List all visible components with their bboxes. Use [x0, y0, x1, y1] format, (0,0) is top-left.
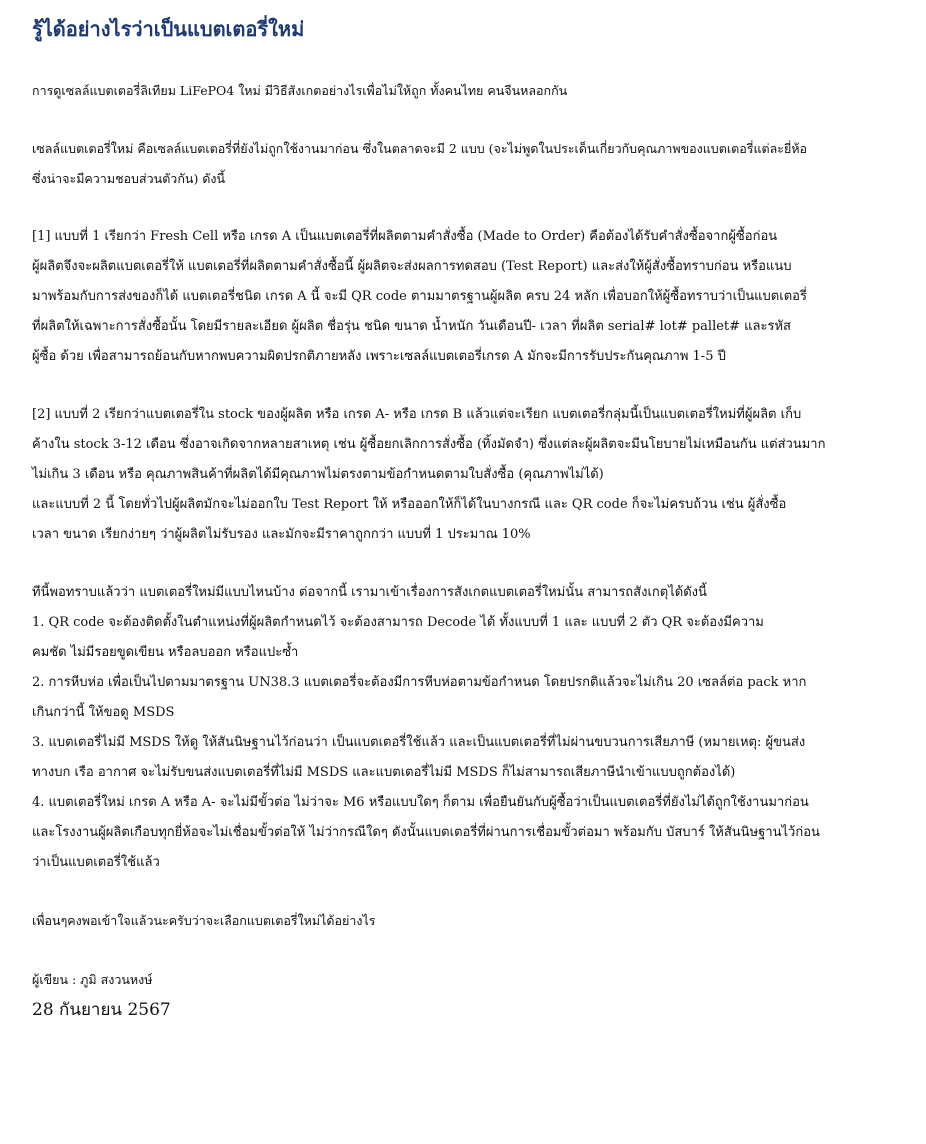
type2-line: และแบบที่ 2 นี้ โดยทั่วไปผู้ผลิตมักจะไม่ออกใบ Test Report ให้ หรือออกให้ก็ได้ในบางกรณี และ QR code ก็จะไม่ครบถ้วน เช่น ผู้สั่งซื้อ	[32, 497, 787, 512]
checks-line: 4. แบตเตอรี่ใหม่ เกรด A หรือ A- จะไม่มีขั้วต่อ ไม่ว่าจะ M6 หรือแบบใดๆ ก็ตาม เพื่อยืนยันกับผู้ซื้อว่าเป็นแบตเตอรี่ที่ยังไม่ได้ถูกใช้งานมาก่อน	[32, 795, 809, 810]
type2-line: [2] แบบที่ 2 เรียกว่าแบตเตอรี่ใน stock ของผู้ผลิต หรือ เกรด A- หรือ เกรด B แล้วแต่จะเรียก แบตเตอรี่กลุ่มนี้เป็นแบตเตอรี่ใหม่ที่ผู้ผลิต เก็บ	[32, 407, 802, 422]
checks-line: 1. QR code จะต้องติดตั้งในตำแหน่งที่ผู้ผลิตกำหนดไว้ จะต้องสามารถ Decode ได้ ทั้งแบบที่ 1 และ แบบที่ 2 ตัว QR จะต้องมีความ	[32, 615, 764, 630]
spacer	[32, 372, 898, 400]
checks-line: 3. แบตเตอรี่ไม่มี MSDS ให้ดู ให้สันนิษฐานไว้ก่อนว่า เป็นแบตเตอรี่ใช้แล้ว และเป็นแบตเตอรี่ที่ไม่ผ่านขบวนการเสียภาษี (หมายเหตุ: ผู้ขนส่ง	[32, 735, 806, 750]
definition-line: ซึ่งน่าจะมีความชอบส่วนตัวกัน) ดังนี้	[32, 171, 226, 186]
page-title: รู้ได้อย่างไรว่าเป็นแบตเตอรี่ใหม่	[32, 17, 305, 41]
type2-line: ค้างใน stock 3-12 เดือน ซึ่งอาจเกิดจากหลายสาเหตุ เช่น ผู้ซื้อยกเลิกการสั่งซื้อ (ทิ้งมัดจำ) ซึ่งแต่ละผู้ผลิตจะมีนโยบายไม่เหมือนกัน แต่ส่วนมาก	[32, 437, 826, 452]
type1-line: [1] แบบที่ 1 เรียกว่า Fresh Cell หรือ เกรด A เป็นแบตเตอรี่ที่ผลิตตามคำสั่งซื้อ (Made to Order) คือต้องได้รับคำสั่งซื้อจากผู้ซื้อก่อน	[32, 229, 778, 244]
type1-line: ผู้ซื้อ ด้วย เพื่อสามารถย้อนกับหากพบความผิดปรกติภายหลัง เพราะเซลล์แบตเตอรี่เกรด A มักจะมีการรับประกันคุณภาพ 1-5 ปี	[32, 349, 726, 364]
type2-line: ไม่เกิน 3 เดือน หรือ คุณภาพสินค้าที่ผลิตได้มีคุณภาพไม่ตรงตามข้อกำหนดตามใบสั่งซื้อ (คุณภาพไม่ได้)	[32, 467, 604, 482]
checks-line: ทีนี้พอทราบแล้วว่า แบตเตอรี่ใหม่มีแบบไหนบ้าง ต่อจากนี้ เรามาเข้าเรื่องการสังเกตแบตเตอรี่ใหม่นั้น สามารถสังเกตุได้ดังนี้	[32, 585, 707, 600]
spacer	[32, 878, 898, 906]
checks-paragraph	[32, 578, 898, 878]
definition-paragraph	[32, 134, 898, 194]
type1-line: ผู้ผลิตจึงจะผลิตแบตเตอรี่ให้ แบตเตอรี่ที่ผลิตตามคำสั่งซื้อนี้ ผู้ผลิตจะส่งผลการทดสอบ (Test Report) และส่งให้ผู้สั่งซื้อทราบก่อน หรือแนบ	[32, 259, 792, 274]
spacer	[32, 936, 898, 966]
spacer	[32, 46, 898, 76]
date-line: 28 กันยายน 2567	[32, 1000, 171, 1020]
author-line: ผู้เขียน : ภูมิ สงวนหงษ์	[32, 972, 153, 987]
checks-line: 2. การหีบห่อ เพื่อเป็นไปตามมาตรฐาน UN38.3 แบตเตอรี่จะต้องมีการหีบห่อตามข้อกำหนด โดยปรกติแล้วจะไม่เกิน 20 เซลล์ต่อ pack หาก	[32, 675, 807, 690]
checks-line: เกินกว่านี้ ให้ขอดู MSDS	[32, 705, 175, 720]
type1-line: ที่ผลิตให้เฉพาะการสั่งซื้อนั้น โดยมีรายละเอียด ผู้ผลิต ชื่อรุ่น ชนิด ขนาด น้ำหนัก วันเดือนปี- เวลา ที่ผลิต serial# lot# pallet# และรหัส	[32, 319, 791, 334]
type1-line: มาพร้อมกับการส่งของก็ได้ แบตเตอรี่ชนิด เกรด A นี้ จะมี QR code ตามมาตรฐานผู้ผลิต ครบ 24 หลัก เพื่อบอกให้ผู้ซื้อทราบว่าเป็นแบตเตอรี่	[32, 289, 807, 304]
checks-line: ว่าเป็นแบตเตอรี่ใช้แล้ว	[32, 855, 160, 870]
type1-paragraph	[32, 222, 898, 372]
checks-line: และโรงงานผู้ผลิตเกือบทุกยี่ห้อจะไม่เชื่อมขั้วต่อให้ ไม่ว่ากรณีใดๆ ดังนั้นแบตเตอรี่ที่ผ่านการเชื่อมขั้วต่อมา พร้อมกับ บัสบาร์ ให้สันนิษฐานไว้ก่อน	[32, 825, 820, 840]
definition-line: เซลล์แบตเตอรี่ใหม่ คือเซลล์แบตเตอรี่ที่ยังไม่ถูกใช้งานมาก่อน ซึ่งในตลาดจะมี 2 แบบ (จะไม่พูดในประเด็นเกี่ยวกับคุณภาพของแบตเตอรี่แต่ละยี่ห้อ	[32, 141, 808, 156]
spacer	[32, 106, 898, 134]
spacer	[32, 194, 898, 222]
checks-line: คมชัด ไม่มีรอยขูดเขียน หรือลบออก หรือแปะซ้ำ	[32, 645, 299, 660]
spacer	[32, 550, 898, 578]
type2-line: เวลา ขนาด เรียกง่ายๆ ว่าผู้ผลิตไม่รับรอง และมักจะมีราคาถูกกว่า แบบที่ 1 ประมาณ 10%	[32, 527, 531, 542]
intro-paragraph: การดูเซลล์แบตเตอรี่ลิเทียม LiFePO4 ใหม่ มีวิธีสังเกตอย่างไรเพื่อไม่ให้ถูก ทั้งคนไทย คนจีนหลอกกัน	[32, 83, 568, 98]
closing-paragraph: เพื่อนๆคงพอเข้าใจแล้วนะครับว่าจะเลือกแบตเตอรี่ใหม่ได้อย่างไร	[32, 913, 376, 928]
checks-line: ทางบก เรือ อากาศ จะไม่รับขนส่งแบตเตอรี่ที่ไม่มี MSDS และแบตเตอรี่ไม่มี MSDS ก็ไม่สามารถเสียภาษีนำเข้าแบบถูกต้องได้)	[32, 765, 736, 780]
type2-paragraph	[32, 400, 898, 550]
article	[32, 12, 898, 1026]
